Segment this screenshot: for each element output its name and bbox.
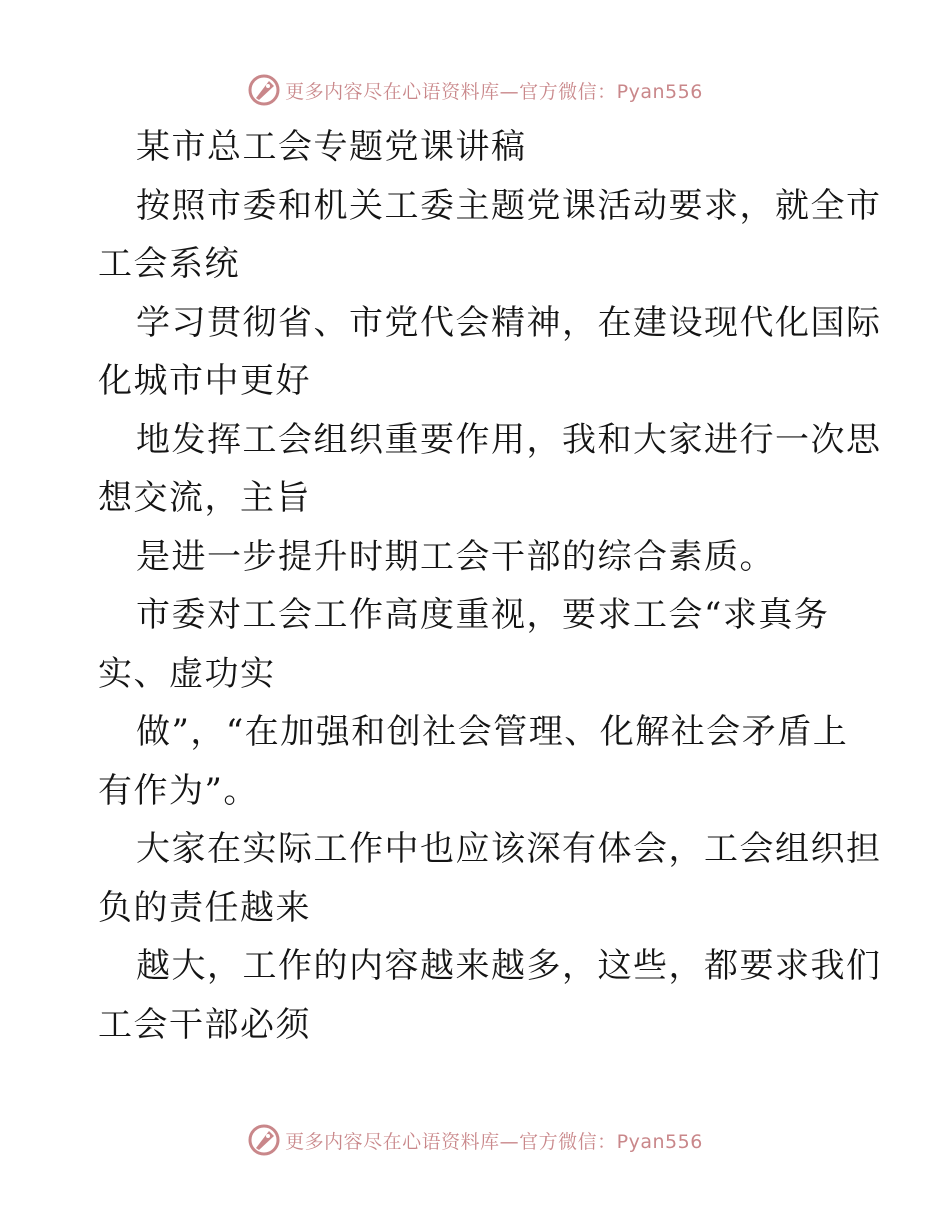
document-line: 学习贯彻省、市党代会精神，在建设现代化国际 [136, 302, 882, 343]
footer-watermark-banner [0, 1120, 950, 1160]
document-line: 有作为”。 [98, 770, 259, 811]
document-line: 工会干部必须 [98, 1004, 311, 1045]
header-watermark-banner [0, 70, 950, 110]
document-line: 想交流，主旨 [98, 478, 311, 518]
document-line: 某市总工会专题党课讲稿 [136, 127, 527, 167]
document-line: 实、虚功实 [98, 653, 276, 694]
document-line: 越大，工作的内容越来越多，这些，都要求我们 [136, 946, 882, 986]
pen-nib-logo-icon [247, 73, 281, 107]
footer-watermark-text: 更多内容尽在心语资料库—官方微信：Pyan556 [285, 1130, 703, 1153]
document-body [98, 118, 882, 1054]
document-line: 工会系统 [98, 244, 240, 284]
header-watermark-text: 更多内容尽在心语资料库—官方微信：Pyan556 [285, 80, 703, 103]
document-line: 负的责任越来 [98, 887, 311, 928]
document-line: 大家在实际工作中也应该深有体会，工会组织担 [136, 829, 882, 869]
document-line: 市委对工会工作高度重视，要求工会“求真务 [136, 595, 830, 635]
pen-nib-logo-icon [247, 1123, 281, 1157]
document-line: 是进一步提升时期工会干部的综合素质。 [136, 536, 775, 577]
document-line: 地发挥工会组织重要作用，我和大家进行一次思 [136, 419, 882, 460]
document-line: 按照市委和机关工委主题党课活动要求，就全市 [136, 185, 882, 226]
document-line: 做”，“在加强和创社会管理、化解社会矛盾上 [136, 712, 849, 752]
document-line: 化城市中更好 [98, 361, 311, 401]
